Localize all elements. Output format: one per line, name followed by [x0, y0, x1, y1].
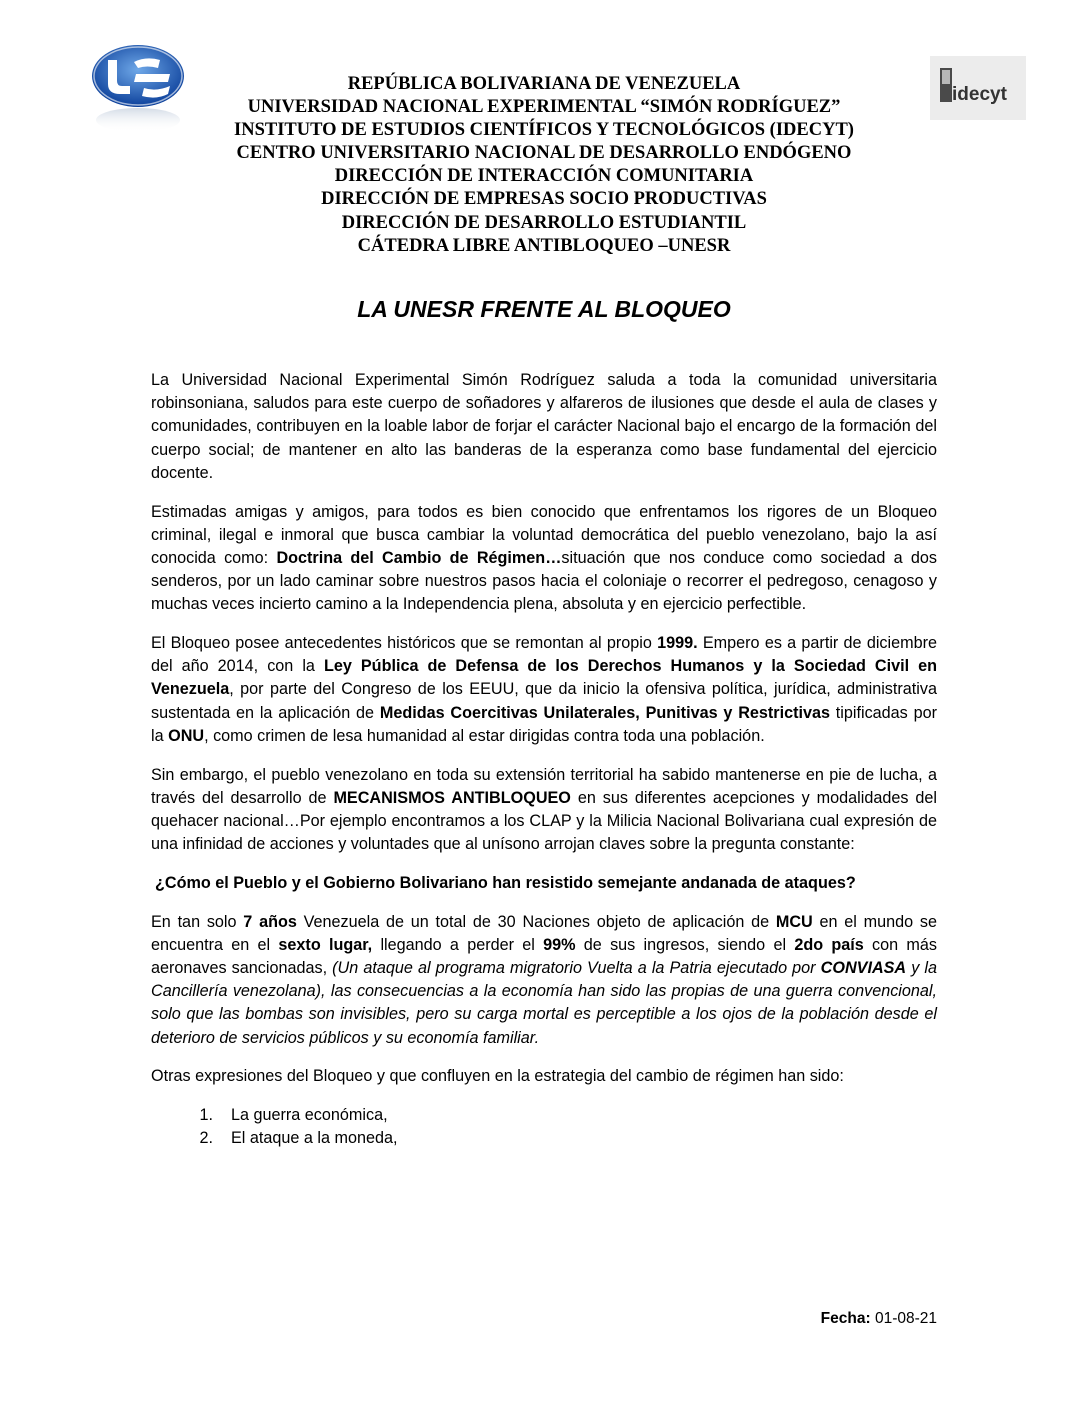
- paragraph-mecanismos: [151, 764, 937, 857]
- p3-text-c: Empero es a partir de diciembre del año 2014, con la: [151, 634, 937, 676]
- header-line-instituto: INSTITUTO DE ESTUDIOS CIENTÍFICOS Y TECNOLÓGICOS (IDECYT): [234, 120, 854, 141]
- header-line-direccion-interaccion: DIRECCIÓN DE INTERACCIÓN COMUNITARIA: [334, 166, 754, 187]
- p5-italic-l: (Un ataque al programa migratorio Vuelta a la Patria ejecutado por: [332, 958, 821, 977]
- paragraph-question: ¿Cómo el Pueblo y el Gobierno Bolivariano han resistido semejante andanada de ataques?: [155, 873, 856, 892]
- date-footer: [821, 1310, 937, 1328]
- p3-text-i: , como crimen de lesa humanidad al estar dirigidas contra toda una población.: [204, 726, 765, 745]
- p5-bold-2do-pais: 2do país: [794, 935, 864, 954]
- p5-text-c: Venezuela de un total de 30 Naciones objeto de aplicación de: [296, 912, 776, 931]
- list-item-number: 1.: [199, 1105, 213, 1124]
- p5-text-i: de sus ingresos, siendo el: [575, 935, 795, 954]
- p5-bold-conviasa: CONVIASA: [820, 958, 907, 977]
- paragraph-statistics: [151, 911, 937, 1050]
- p5-bold-sexto: sexto lugar,: [278, 935, 373, 954]
- p4-text-c: en sus diferentes acepciones y modalidades del quehacer nacional…Por ejemplo encontramos a los CLAP y la Milicia Nacional Bolivariana cual expresión de una infinidad de acciones y voluntades que al unísono arrojan claves sobre la pregunta constante:: [151, 788, 937, 854]
- p3-text-a: El Bloqueo posee antecedentes históricos que se remontan al propio: [151, 634, 658, 653]
- p5-bold-percent: 99%: [543, 935, 576, 954]
- header-line-universidad: UNIVERSIDAD NACIONAL EXPERIMENTAL “SIMÓN RODRÍGUEZ”: [247, 97, 841, 118]
- p3-bold-medidas: Medidas Coercitivas Unilaterales, Punitivas y Restrictivas: [379, 703, 830, 722]
- p2-bold-doctrina: Doctrina del Cambio de Régimen…: [276, 548, 562, 567]
- p3-text-e: , por parte del Congreso de los EEUU, que da inicio la ofensiva política, jurídica, administrativa sustentada en la aplicación de: [151, 680, 937, 722]
- list-item-text: La guerra económica,: [231, 1105, 388, 1124]
- document-body: [151, 369, 937, 1150]
- p4-bold-mecanismos: MECANISMOS ANTIBLOQUEO: [333, 788, 571, 807]
- idecyt-logo: [930, 56, 1026, 120]
- p5-text-g: llegando a perder el: [372, 935, 544, 954]
- p5-text-k: con más aeronaves sancionadas,: [151, 935, 937, 977]
- date-label: Fecha:: [820, 1310, 871, 1327]
- p3-text-g: tipificadas por la: [151, 703, 937, 745]
- paragraph-bloqueo-intro: [151, 501, 937, 617]
- header-line-centro: CENTRO UNIVERSITARIO NACIONAL DE DESARROLLO ENDÓGENO: [236, 143, 852, 164]
- list-item: [151, 1104, 937, 1127]
- header-line-catedra: CÁTEDRA LIBRE ANTIBLOQUEO –UNESR: [357, 235, 731, 256]
- p3-bold-ley: Ley Pública de Defensa de los Derechos Humanos y la Sociedad Civil en Venezuela: [151, 657, 937, 699]
- idecyt-logo-graphic: [930, 56, 1026, 120]
- p5-text-a: En tan solo: [151, 912, 244, 931]
- p4-text-a: Sin embargo, el pueblo venezolano en toda su extensión territorial ha sabido mantenerse en pie de lucha, a través del desarrollo de: [151, 765, 937, 807]
- p2-text-a: Estimadas amigas y amigos, para todos es bien conocido que enfrentamos los rigores de un Bloqueo criminal, ilegal e inmoral que busca cambiar la voluntad democrática del pueblo venezolano, bajo la así conocida como:: [151, 502, 937, 567]
- institution-header: [150, 73, 938, 258]
- list-item-text: El ataque a la moneda,: [231, 1129, 398, 1148]
- list-item-number: 2.: [199, 1129, 213, 1148]
- paragraph-otras-expresiones: Otras expresiones del Bloqueo y que confluyen en la estrategia del cambio de régimen han sido:: [151, 1067, 844, 1086]
- header-line-direccion-desarrollo: DIRECCIÓN DE DESARROLLO ESTUDIANTIL: [341, 212, 747, 233]
- p5-text-e: en el mundo se encuentra en el: [151, 912, 937, 954]
- p5-bold-mcu: MCU: [775, 912, 813, 931]
- date-value: 01-08-21: [870, 1310, 937, 1327]
- idecyt-logo-text: idecyt: [952, 84, 1007, 105]
- header-line-direccion-empresas: DIRECCIÓN DE EMPRESAS SOCIO PRODUCTIVAS: [321, 189, 767, 210]
- p3-bold-year: 1999.: [657, 634, 698, 653]
- header-line-republica: REPÚBLICA BOLIVARIANA DE VENEZUELA: [347, 74, 741, 94]
- document-title: LA UNESR FRENTE AL BLOQUEO: [357, 296, 731, 322]
- p5-bold-years: 7 años: [243, 912, 297, 931]
- p3-bold-onu: ONU: [168, 726, 205, 745]
- p2-text-c: situación que nos conduce como sociedad a dos senderos, por un lado caminar sobre nuestros pasos hacia el coloniaje o recorrer el pedregoso, cenagoso y muchas veces incierto camino a la Independencia plena, absoluta y en ejercicio perfectible.: [151, 548, 937, 614]
- p5-italic-n: y la Cancillería venezolana), las consecuencias a la economía han sido las propias de una guerra convencional, solo que las bombas son invisibles, pero su carga mortal es perceptible a los ojos de la población desde el deterioro de servicios públicos y su economía familiar.: [151, 958, 937, 1047]
- expressions-list: [151, 1104, 937, 1150]
- paragraph-antecedentes: [151, 632, 937, 748]
- paragraph-greeting: La Universidad Nacional Experimental Simón Rodríguez saluda a toda la comunidad universitaria robinsoniana, saludos para este cuerpo de soñadores y alfareros de ilusiones que desde el aula de clases y comunidades, contribuyen en la loable labor de forjar el carácter Nacional bajo el encargo de la formación del cuerpo social; de mantener en alto las banderas de la esperanza como base fundamental del ejercicio docente.: [151, 371, 937, 482]
- list-item: [151, 1127, 937, 1150]
